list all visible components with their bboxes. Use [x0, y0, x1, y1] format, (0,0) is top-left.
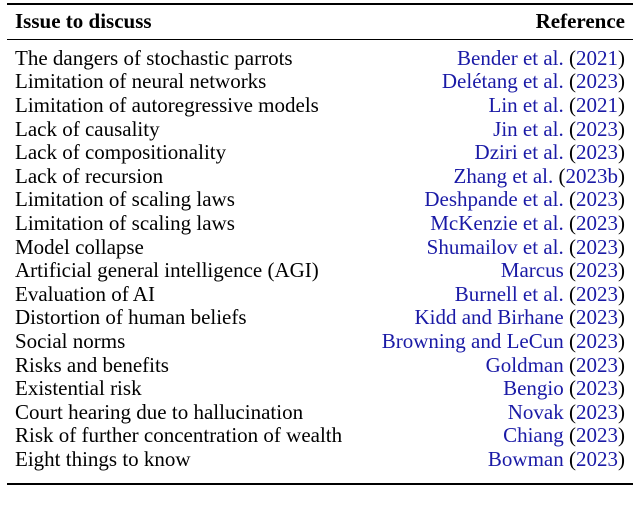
table-row [7, 94, 633, 118]
citation-year-link[interactable]: 2021 [576, 45, 618, 70]
issue-cell: Lack of recursion [15, 163, 164, 188]
bottom-rule [7, 483, 633, 485]
reference-cell: Deshpande et al. (2023) [424, 187, 625, 212]
reference-cell: Kidd and Birhane (2023) [414, 305, 625, 330]
issue-cell: Limitation of scaling laws [15, 187, 235, 212]
citation-year-link[interactable]: 2023 [576, 352, 618, 377]
citation-year-link[interactable]: 2023 [576, 376, 618, 401]
citation-link[interactable]: Goldman [485, 352, 564, 377]
reference-cell: Burnell et al. (2023) [454, 281, 625, 306]
reference-cell: Shumailov et al. (2023) [426, 234, 625, 259]
reference-cell: Marcus (2023) [500, 258, 625, 283]
issue-cell: Social norms [15, 329, 126, 354]
issue-cell: Court hearing due to hallucination [15, 399, 304, 424]
citation-link[interactable]: Bender et al. [457, 45, 564, 70]
reference-cell: Bengio (2023) [503, 376, 625, 401]
issue-cell: Model collapse [15, 234, 144, 259]
reference-cell: Delétang et al. (2023) [441, 69, 625, 94]
table-row [7, 306, 633, 330]
issue-cell: Limitation of scaling laws [15, 211, 235, 236]
table-row [7, 259, 633, 283]
issue-cell: Lack of compositionality [15, 140, 227, 165]
header-reference: Reference [535, 9, 625, 34]
table-row [7, 353, 633, 377]
reference-cell: Novak (2023) [507, 399, 625, 424]
table-row [7, 235, 633, 259]
citation-year-link[interactable]: 2023 [576, 234, 618, 259]
citation-year-link[interactable]: 2023 [576, 305, 618, 330]
citation-year-link[interactable]: 2023 [576, 116, 618, 141]
citation-link[interactable]: Bowman [487, 446, 564, 471]
issue-cell: Risks and benefits [15, 352, 169, 377]
citation-link[interactable]: Chiang [503, 423, 564, 448]
citation-link[interactable]: Kidd and Birhane [414, 305, 564, 330]
citation-year-link[interactable]: 2023 [576, 281, 618, 306]
citation-year-link[interactable]: 2023b [565, 163, 618, 188]
citation-year-link[interactable]: 2023 [576, 399, 618, 424]
table-row [7, 165, 633, 189]
citation-link[interactable]: Marcus [500, 258, 564, 283]
reference-cell: Bender et al. (2021) [457, 45, 625, 70]
reference-cell: Lin et al. (2021) [488, 93, 625, 118]
citation-year-link[interactable]: 2023 [576, 69, 618, 94]
citation-year-link[interactable]: 2023 [576, 187, 618, 212]
issue-cell: Existential risk [15, 376, 142, 401]
table-row [7, 70, 633, 94]
citation-link[interactable]: McKenzie et al. [430, 211, 564, 236]
citation-link[interactable]: Browning and LeCun [381, 329, 564, 354]
citation-year-link[interactable]: 2023 [576, 140, 618, 165]
citation-link[interactable]: Zhang et al. [453, 163, 554, 188]
table-header [7, 5, 633, 39]
citation-year-link[interactable]: 2023 [576, 329, 618, 354]
table-row [7, 188, 633, 212]
reference-cell: McKenzie et al. (2023) [430, 211, 625, 236]
reference-cell: Dziri et al. (2023) [474, 140, 625, 165]
reference-cell: Chiang (2023) [503, 423, 625, 448]
table-row [7, 283, 633, 307]
citation-link[interactable]: Deshpande et al. [424, 187, 564, 212]
header-issue: Issue to discuss [15, 9, 152, 34]
issues-table [7, 3, 633, 485]
reference-cell: Browning and LeCun (2023) [381, 329, 625, 354]
table-row [7, 117, 633, 141]
issue-cell: Risk of further concentration of wealth [15, 423, 343, 448]
table-row [7, 377, 633, 401]
table-row [7, 448, 633, 472]
reference-cell: Jin et al. (2023) [493, 116, 625, 141]
issue-cell: Artificial general intelligence (AGI) [15, 258, 319, 283]
citation-link[interactable]: Burnell et al. [454, 281, 564, 306]
table-row [7, 212, 633, 236]
citation-year-link[interactable]: 2023 [576, 211, 618, 236]
citation-year-link[interactable]: 2021 [576, 93, 618, 118]
citation-link[interactable]: Delétang et al. [441, 69, 564, 94]
citation-link[interactable]: Bengio [503, 376, 564, 401]
table-row [7, 330, 633, 354]
reference-cell: Goldman (2023) [485, 352, 625, 377]
citation-link[interactable]: Dziri et al. [474, 140, 564, 165]
table-row [7, 141, 633, 165]
issue-cell: Limitation of neural networks [15, 69, 267, 94]
table-body [7, 40, 633, 484]
table-row [7, 424, 633, 448]
citation-link[interactable]: Shumailov et al. [426, 234, 564, 259]
issue-cell: The dangers of stochastic parrots [15, 45, 293, 70]
issue-cell: Lack of causality [15, 116, 160, 141]
issue-cell: Eight things to know [15, 446, 191, 471]
issue-cell: Limitation of autoregressive models [15, 93, 319, 118]
citation-year-link[interactable]: 2023 [576, 446, 618, 471]
issue-cell: Evaluation of AI [15, 281, 155, 306]
citation-year-link[interactable]: 2023 [576, 258, 618, 283]
citation-link[interactable]: Jin et al. [493, 116, 564, 141]
reference-cell: Bowman (2023) [487, 446, 625, 471]
table-row [7, 401, 633, 425]
issue-cell: Distortion of human beliefs [15, 305, 247, 330]
table-row [7, 47, 633, 71]
reference-cell: Zhang et al. (2023b) [453, 163, 625, 188]
citation-year-link[interactable]: 2023 [576, 423, 618, 448]
citation-link[interactable]: Novak [507, 399, 564, 424]
citation-link[interactable]: Lin et al. [488, 93, 564, 118]
